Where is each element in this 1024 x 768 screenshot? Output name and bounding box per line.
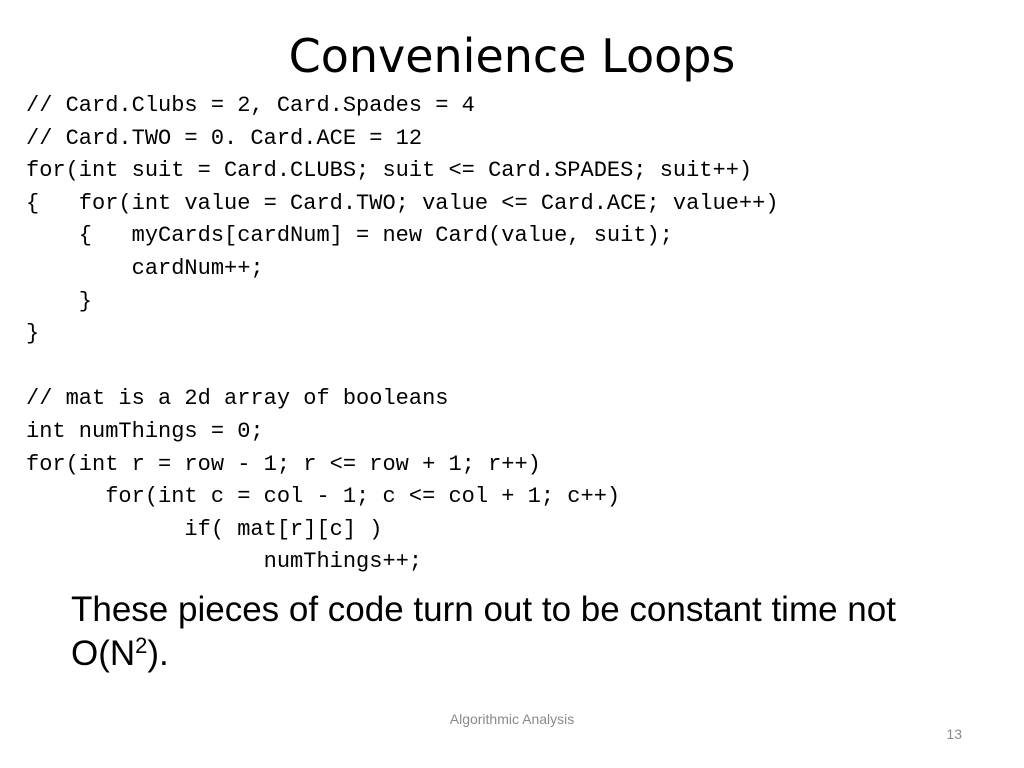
code-block [26, 90, 779, 579]
code-line: } [26, 321, 40, 347]
slide-title: Convenience Loops [288, 29, 736, 83]
code-line-blank [26, 351, 779, 384]
code-line: // Card.TWO = 0. Card.ACE = 12 [26, 125, 423, 151]
code-line: { for(int value = Card.TWO; value <= Card.ACE; value++) [26, 190, 779, 216]
code-line: int numThings = 0; [26, 418, 264, 444]
code-line: if( mat[r][c] ) [26, 516, 383, 542]
code-line: // mat is a 2d array of booleans [26, 386, 449, 412]
code-line: for(int suit = Card.CLUBS; suit <= Card.SPADES; suit++) [26, 158, 753, 184]
code-line: for(int c = col - 1; c <= col + 1; c++) [26, 484, 621, 510]
code-line: // Card.Clubs = 2, Card.Spades = 4 [26, 93, 475, 118]
code-line: for(int r = row - 1; r <= row + 1; r++) [26, 451, 541, 477]
caption-text: These pieces of code turn out to be constant time not O(N [71, 590, 896, 673]
caption-text-end: ). [147, 634, 169, 673]
code-line: { myCards[cardNum] = new Card(value, suit); [26, 223, 673, 249]
code-line: cardNum++; [26, 255, 264, 281]
slide-footer: Algorithmic Analysis [449, 711, 575, 727]
code-line: } [26, 288, 93, 314]
caption-superscript: 2 [135, 633, 148, 658]
caption [71, 588, 971, 676]
page-number: 13 [946, 726, 962, 742]
code-line: numThings++; [26, 549, 423, 575]
